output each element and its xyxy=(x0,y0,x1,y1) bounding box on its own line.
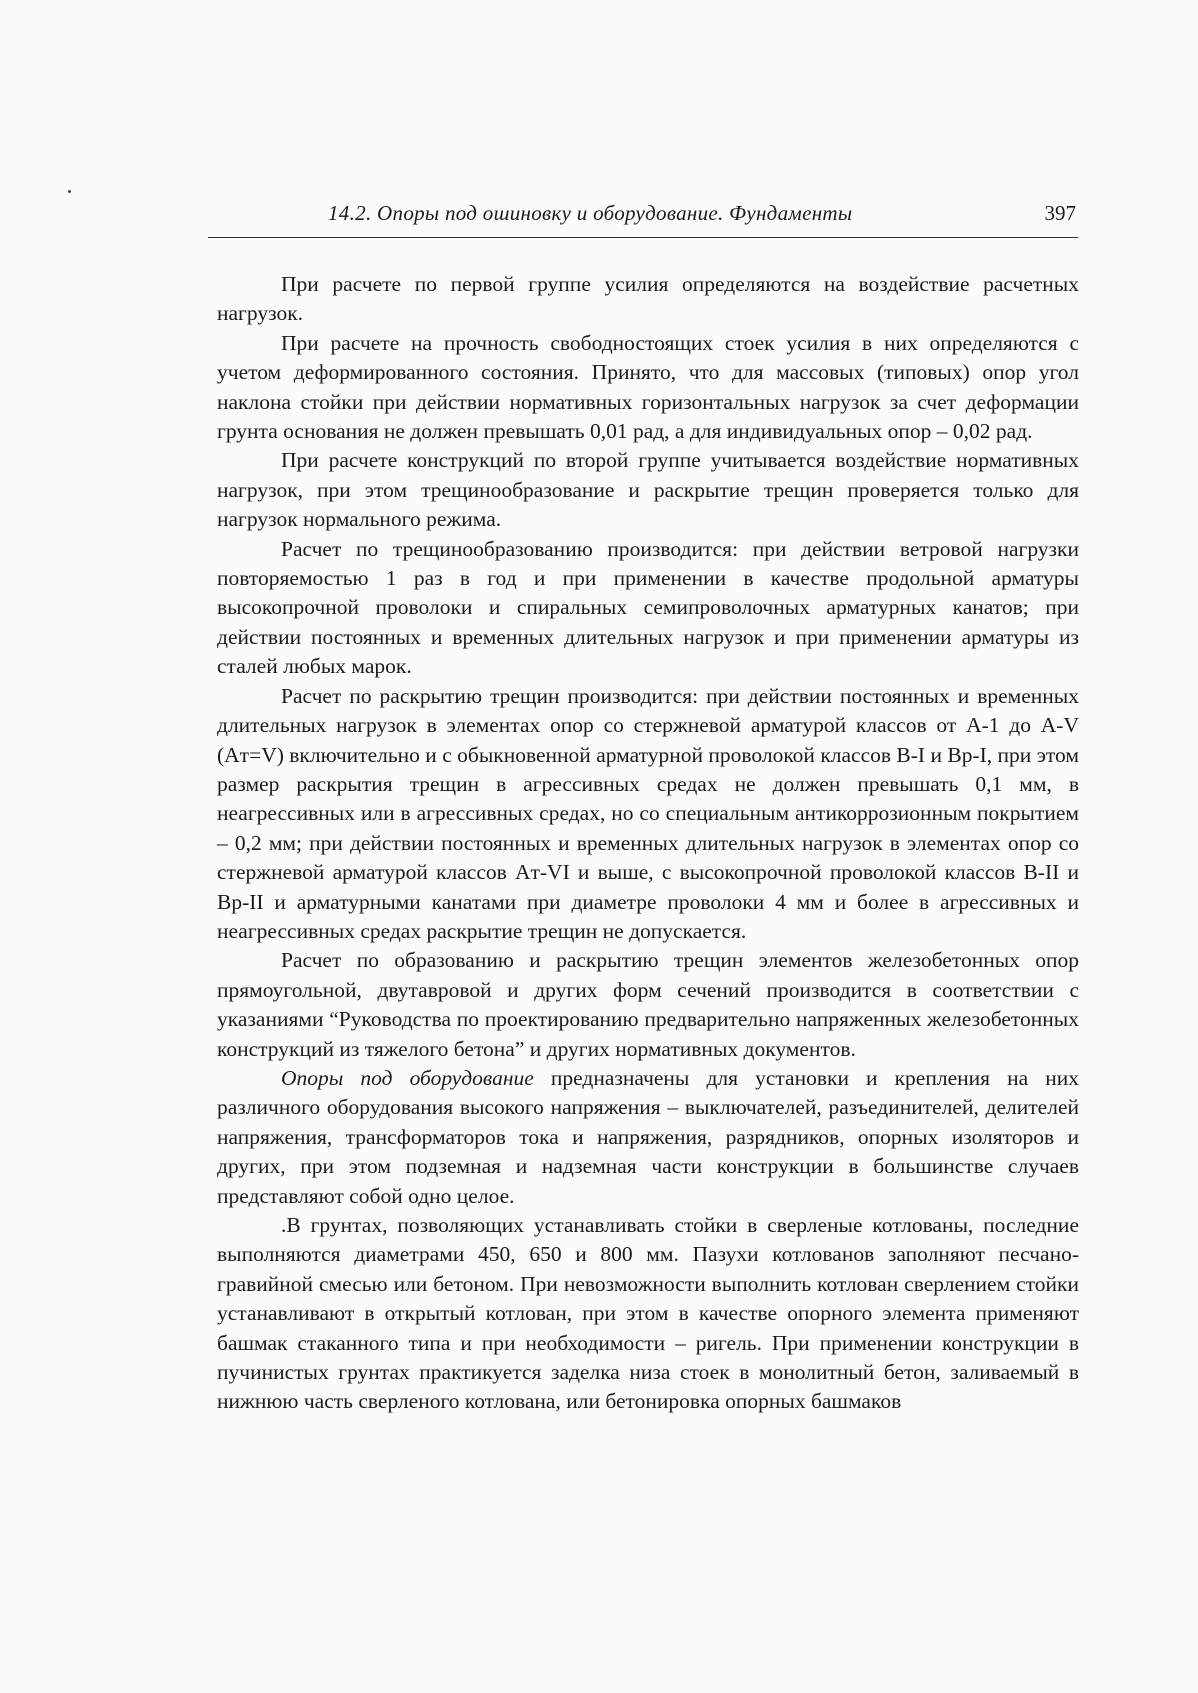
paragraph: При расчете на прочность свободностоящих стоек усилия в них определяются с учетом деформированного состояния. Принято, что для массовых (типовых) опор угол наклона стойки при действии нормативных горизонтальных нагрузок за счет деформации грунта основания не должен превышать 0,01 рад, а для индивидуальных опор – 0,02 рад. xyxy=(217,330,1079,444)
page-number: 397 xyxy=(1044,201,1076,225)
italic-term: Опоры под оборудование xyxy=(281,1065,534,1090)
header-rule xyxy=(208,237,1078,238)
running-title: 14.2. Опоры под ошиновку и оборудование. Фундаменты xyxy=(328,201,853,225)
paragraph: Расчет по трещинообразованию производится: при действии ветровой нагрузки повторяемостью 1 раз в год и при применении в качестве продольной арматуры высокопрочной проволоки и спиральных семипроволочных арматурных канатов; при действии постоянных и временных длительных нагрузок и при применении арматуры из сталей любых марок. xyxy=(217,536,1079,679)
paragraph: Расчет по образованию и раскрытию трещин элементов железобетонных опор прямоугольной, двутавровой и других форм сечений производится в соответствии с указаниями “Руководства по проектированию предварительно напряженных железобетонных конструкций из тяжелого бетона” и других нормативных документов. xyxy=(217,948,1079,1061)
paragraph xyxy=(217,1064,1079,1211)
scan-speck xyxy=(68,190,71,193)
paragraph: При расчете по первой группе усилия определяются на воздействие расчетных нагрузок. xyxy=(217,272,1079,326)
paragraph: При расчете конструкций по второй группе учитывается воздействие нормативных нагрузок, при этом трещинообразование и раскрытие трещин проверяется только для нагрузок нормального режима. xyxy=(217,448,1079,532)
paragraph-rest: предназначены для установки и крепления на них различного оборудования высокого напряжения – выключателей, разъединителей, делителей напряжения, трансформаторов тока и напряжения, разрядников, опорных изоляторов и других, при этом подземная и надземная части конструкции в большинстве случаев представляют собой одно целое. xyxy=(217,1065,1079,1208)
paragraph: .В грунтах, позволяющих устанавливать стойки в сверленые котлованы, последние выполняются диаметрами 450, 650 и 800 мм. Пазухи котлованов заполняют песчано-гравийной смесью или бетоном. При невозможности выполнить котлован сверлением стойки устанавливают в открытый котлован, при этом в качестве опорного элемента применяют башмак стаканного типа и при необходимости – ригель. При применении конструкции в пучинистых грунтах практикуется заделка низа стоек в монолитный бетон, заливаемый в нижнюю часть сверленого котлована, или бетонировка опорных башмаков xyxy=(217,1213,1079,1414)
page-header xyxy=(208,197,1078,237)
paragraph: Расчет по раскрытию трещин производится: при действии постоянных и временных длительных нагрузок в элементах опор со стержневой арматурой классов от А-1 до А-V (Aт=V) включительно и с обыкновенной арматурной проволокой классов В-I и Вр-I, при этом размер раскрытия трещин в агрессивных средах не должен превышать 0,1 мм, в неагрессивных или в агрессивных средах, но со специальным антикоррозионным покрытием – 0,2 мм; при действии постоянных и временных длительных нагрузок в элементах опор со стержневой арматурой классов Aт-VI и выше, с высокопрочной проволокой классов В-II и Вр-II и арматурными канатами при диаметре проволоки 4 мм и более в агрессивных и неагрессивных средах раскрытие трещин не допускается. xyxy=(217,683,1079,943)
body-text xyxy=(217,270,1079,1417)
